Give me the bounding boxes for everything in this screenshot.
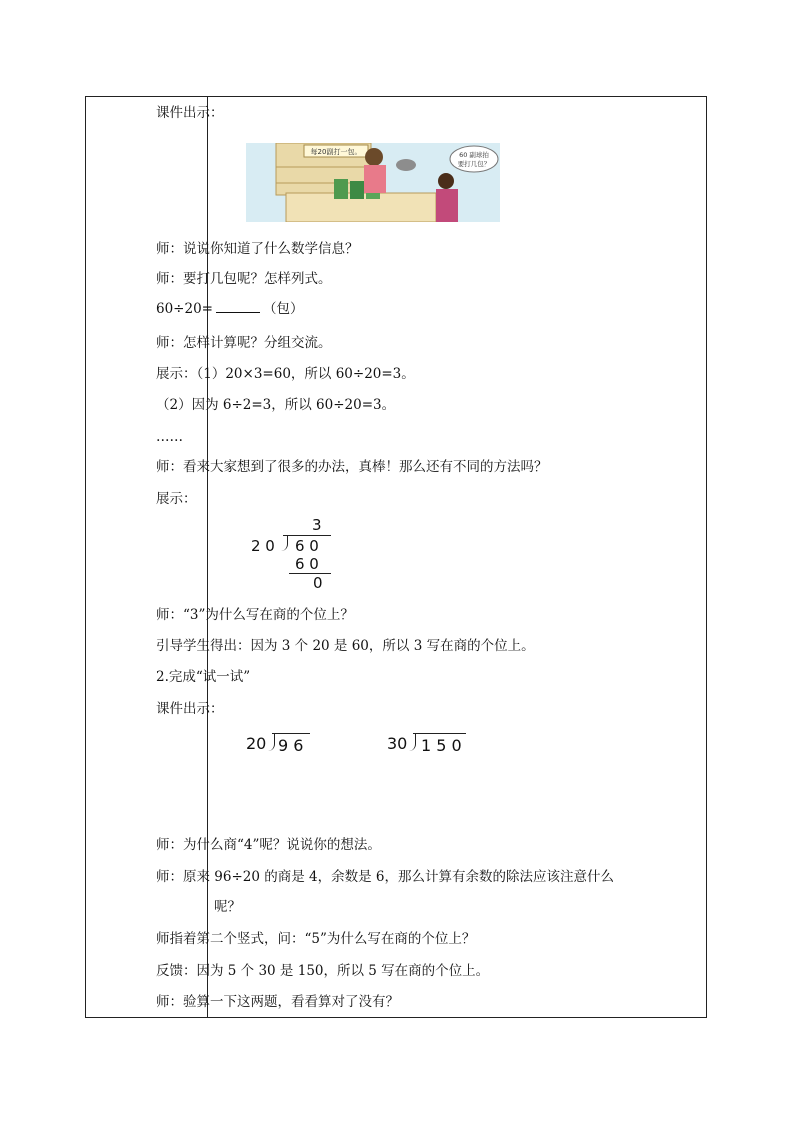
bubble-text-1: 60 副球拍 (459, 151, 489, 159)
sign-text: 每20副打一包。 (310, 148, 362, 156)
text-line: 反馈：因为 5 个 30 是 150，所以 5 写在商的个位上。 (156, 963, 490, 979)
ellipsis: …… (156, 429, 183, 445)
subtraction-bar (289, 573, 331, 574)
text-line: （2）因为 6÷2=3，所以 60÷20=3。 (156, 397, 396, 413)
dividend: 6 0 (295, 537, 319, 555)
text-line: 师：说说你知道了什么数学信息？ (156, 241, 359, 257)
text-line: 师：看来大家想到了很多的办法，真棒！那么还有不同的方法吗？ (156, 459, 548, 475)
text-line: 课件出示： (156, 105, 224, 121)
divisor: 20 (246, 734, 267, 753)
answer-blank (216, 300, 260, 313)
text-line: 呢？ (214, 899, 241, 915)
product: 6 0 (295, 555, 319, 573)
text-line: 课件出示： (156, 701, 224, 717)
text-line: 2.完成“试一试” (156, 669, 251, 685)
text-line: 展示： (156, 491, 197, 507)
text-line: 师：怎样计算呢？分组交流。 (156, 335, 332, 351)
quotient: 3 (312, 516, 322, 534)
division-bar (413, 733, 466, 734)
text-line: 师：原来 96÷20 的商是 4，余数是 6，那么计算有余数的除法应该注意什么 (156, 869, 615, 885)
text-line: 师：为什么商“4”呢？说说你的想法。 (156, 837, 381, 853)
equation-line (156, 300, 303, 318)
dividend: 9 6 (278, 736, 304, 755)
equation: 60÷20= (156, 301, 213, 317)
division-bar (272, 733, 310, 734)
text-line: 师：验算一下这两题，看看算对了没有？ (156, 994, 399, 1010)
remainder: 0 (313, 574, 323, 592)
shop-illustration (246, 143, 500, 222)
text-line: 师指着第二个竖式，问：“5”为什么写在商的个位上？ (156, 931, 476, 947)
divisor: 2 0 (251, 537, 275, 555)
text-line: 师：要打几包呢？怎样列式。 (156, 271, 332, 287)
unit: （包） (262, 301, 304, 317)
divisor: 30 (387, 734, 408, 753)
dividend: 1 5 0 (421, 736, 462, 755)
text-line: 引导学生得出：因为 3 个 20 是 60，所以 3 写在商的个位上。 (156, 638, 535, 654)
text-line: 师：“3”为什么写在商的个位上？ (156, 607, 354, 623)
bubble-text-2: 要打几包？ (457, 160, 491, 168)
division-bar (283, 535, 331, 536)
text-line: 展示：（1）20×3=60，所以 60÷20=3。 (156, 366, 415, 382)
